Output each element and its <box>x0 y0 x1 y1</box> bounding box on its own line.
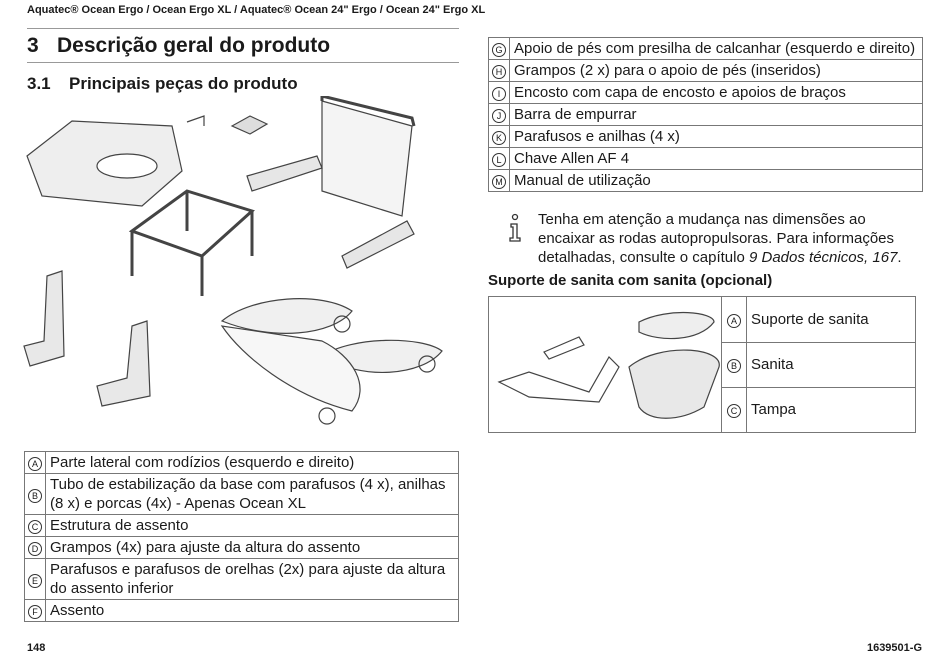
base-left <box>222 299 352 334</box>
letter-badge: B <box>28 489 42 503</box>
armrest-right <box>342 221 414 268</box>
letter-badge: K <box>492 131 506 145</box>
letter-badge: C <box>727 404 741 418</box>
part-description: Parafusos e anilhas (4 x) <box>510 126 923 148</box>
toilet-parts-table <box>488 296 916 433</box>
subsection-heading <box>27 74 298 94</box>
table-row <box>25 537 459 559</box>
letter-badge: E <box>28 574 42 588</box>
letter-badge: I <box>492 87 506 101</box>
armrest-left <box>247 156 322 191</box>
part-description: Parafusos e parafusos de orelhas (2x) para ajuste da altura do assento inferior <box>46 559 459 600</box>
part-description: Barra de empurrar <box>510 104 923 126</box>
table-row <box>489 82 923 104</box>
table-row <box>489 148 923 170</box>
letter-badge: F <box>28 605 42 619</box>
toilet-bowl <box>629 350 719 418</box>
table-row <box>489 60 923 82</box>
header-rule <box>27 28 459 29</box>
letter-badge: B <box>727 359 741 373</box>
stabilisation-tube <box>222 326 360 411</box>
part-description: Grampos (4x) para ajuste da altura do assento <box>46 537 459 559</box>
footrest-right <box>97 321 150 406</box>
table-row <box>489 104 923 126</box>
letter-badge: L <box>492 153 506 167</box>
part-description: Parte lateral com rodízios (esquerdo e direito) <box>46 452 459 474</box>
exploded-parts-illustration <box>22 96 462 446</box>
part-description: Sanita <box>747 343 916 388</box>
section-rule <box>27 62 459 63</box>
running-header: Aquatec® Ocean Ergo / Ocean Ergo XL / Aquatec® Ocean 24" Ergo / Ocean 24" Ergo XL <box>27 4 486 16</box>
toilet-lid <box>639 313 714 339</box>
part-description: Assento <box>46 600 459 622</box>
allen-key-shape <box>187 116 204 126</box>
table-row <box>25 600 459 622</box>
toilet-illustration-cell <box>489 297 722 433</box>
part-description: Manual de utilização <box>510 170 923 192</box>
toilet-section-title: Suporte de sanita com sanita (opcional) <box>488 272 773 289</box>
letter-badge: A <box>727 314 741 328</box>
parts-table-right <box>488 37 923 192</box>
part-description: Suporte de sanita <box>747 297 916 343</box>
toilet-support-frame <box>499 337 619 402</box>
table-row <box>25 559 459 600</box>
letter-badge: A <box>28 457 42 471</box>
letter-badge: C <box>28 520 42 534</box>
footrest-left <box>24 271 64 366</box>
subsection-title: Principais peças do produto <box>69 74 298 93</box>
part-description: Estrutura de assento <box>46 515 459 537</box>
table-row <box>489 170 923 192</box>
letter-badge: M <box>492 175 506 189</box>
part-description: Encosto com capa de encosto e apoios de braços <box>510 82 923 104</box>
subsection-number: 3.1 <box>27 74 51 93</box>
parts-table-left <box>24 451 459 622</box>
section-number: 3 <box>27 34 39 57</box>
table-row <box>489 126 923 148</box>
info-icon <box>506 213 524 243</box>
chapter-reference-link[interactable]: 9 Dados técnicos, 167 <box>748 249 898 266</box>
page-number: 148 <box>27 642 46 654</box>
note-body: Tenha em atenção a mudança nas dimensões ao encaixar as rodas autopropulsoras. Para informações detalhadas, consulte o capítulo <box>538 211 895 266</box>
backrest <box>322 101 412 216</box>
part-description: Grampos (2 x) para o apoio de pés (inseridos) <box>510 60 923 82</box>
table-row <box>489 38 923 60</box>
part-description: Tampa <box>747 387 916 432</box>
part-description: Tubo de estabilização da base com parafusos (4 x), anilhas (8 x) e porcas (4x) - Apenas Ocean XL <box>46 474 459 515</box>
section-heading <box>27 34 330 58</box>
letter-badge: G <box>492 43 506 57</box>
letter-badge: J <box>492 109 506 123</box>
seat-frame <box>132 191 252 296</box>
note-end: . <box>897 249 902 266</box>
table-row <box>25 474 459 515</box>
table-row <box>25 452 459 474</box>
part-description: Chave Allen AF 4 <box>510 148 923 170</box>
document-id: 1639501-G <box>866 642 922 654</box>
part-description: Apoio de pés com presilha de calcanhar (esquerdo e direito) <box>510 38 923 60</box>
manual-shape <box>232 116 267 134</box>
note-text <box>538 210 918 267</box>
letter-badge: H <box>492 65 506 79</box>
section-title: Descrição geral do produto <box>57 34 331 57</box>
letter-badge: D <box>28 542 42 556</box>
table-row <box>25 515 459 537</box>
toilet-illustration <box>489 297 721 428</box>
table-row <box>489 297 916 343</box>
